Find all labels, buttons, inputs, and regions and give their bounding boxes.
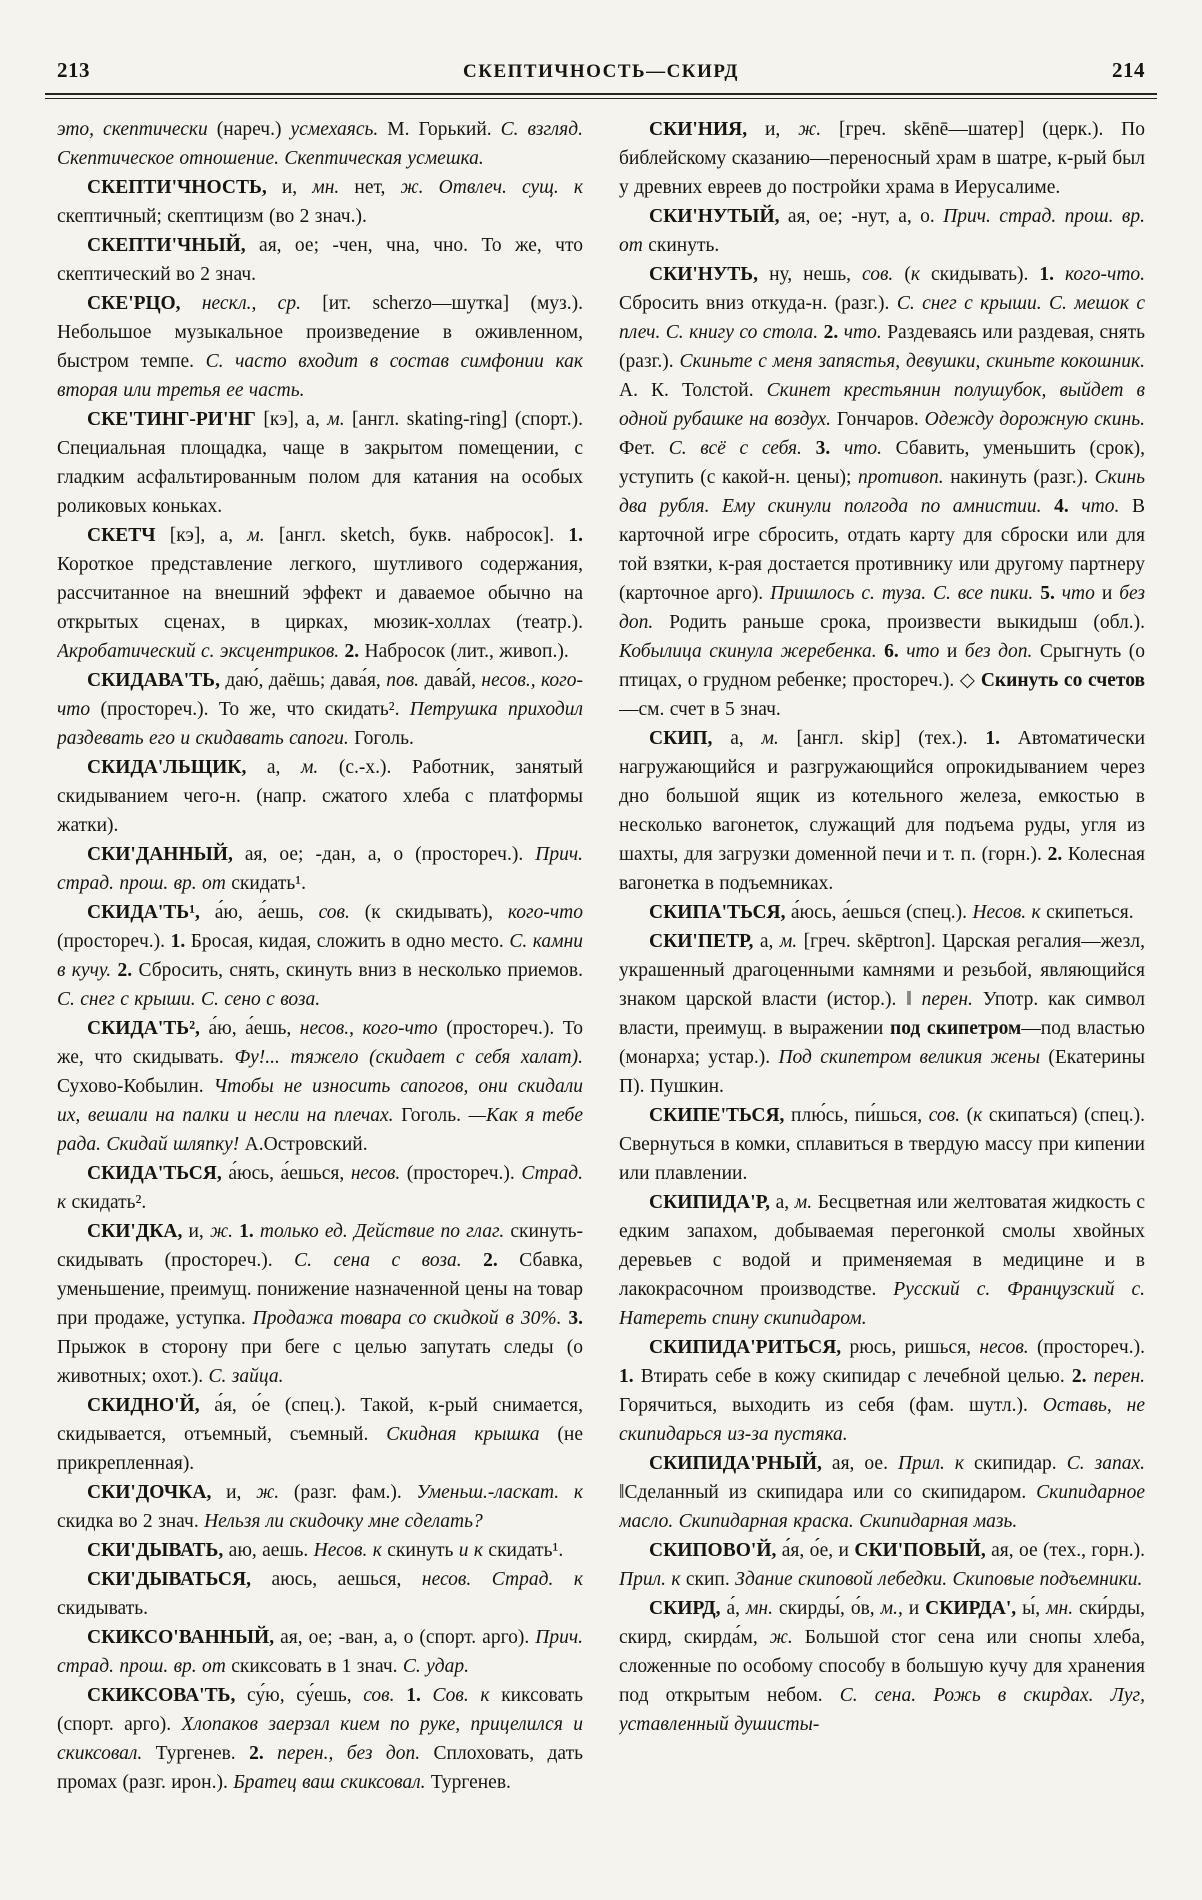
running-head: СКЕПТИЧНОСТЬ—СКИРД	[462, 61, 739, 82]
entry-text: ж.	[798, 119, 839, 140]
entry-text: перен.	[1093, 1366, 1145, 1387]
entry-text: Страд. к	[57, 1163, 583, 1213]
entry-text: С. сена с воза.	[294, 1250, 484, 1271]
entry-text: Петрушка приходил раздевать его и скидавать сапоги.	[57, 699, 583, 749]
entry-text: без доп.	[964, 641, 1040, 662]
entry-text: что	[906, 641, 947, 662]
entry-text: 1.	[985, 728, 1018, 749]
entry-text: пов.	[386, 670, 425, 691]
entry-text: Несов. к	[313, 1540, 388, 1561]
headword: СКИДА'ТЬ²,	[87, 1018, 209, 1039]
entry-text: и	[946, 641, 965, 662]
headword: СКИ'ДКА,	[87, 1221, 189, 1242]
dictionary-entry	[57, 1478, 583, 1536]
entry-text: (просторeч.).	[57, 931, 171, 952]
entry-text: Братец ваш скиксовал.	[233, 1772, 431, 1793]
entry-text: [ит. scherzo—шутка] (муз.). Небольшое музыкальное произведение в оживленном, быстром темпе.	[57, 293, 583, 372]
entry-text: а́я, о́е (спец.). Такой, к-рый снимается, скидывается, отъемный, съемный.	[57, 1395, 583, 1445]
entry-text: м.	[247, 525, 279, 546]
entry-text: м.	[761, 728, 797, 749]
entry-text: и,	[188, 1221, 210, 1242]
entry-text: ая, ое (тех., горн.).	[991, 1540, 1145, 1561]
entry-text: (с.-х.). Работник, занятый скидыванием чего-н. (напр. сжатого хлеба с платформы жатки).	[57, 757, 583, 836]
entry-text: Чтобы не износить сапогов, они скидали их, вешали на палки и несли на плечах.	[57, 1076, 583, 1126]
entry-text: Бесцветная или желтоватая жидкость с едким запахом, добываемая перегонкой смолы хвойных деревьев с водой и применяемая в медицине и в лакокрасочном производстве.	[619, 1192, 1145, 1300]
entry-text: [англ. sketch, букв. набросок].	[278, 525, 569, 546]
dictionary-entry	[57, 1623, 583, 1681]
headword: СКИ'ДЫВАТЬСЯ,	[87, 1569, 272, 1590]
entry-text: Прил. к	[897, 1453, 975, 1474]
dictionary-entry	[57, 173, 583, 231]
entry-text: и,	[281, 177, 313, 198]
entry-text: С. зайца.	[208, 1366, 284, 1387]
headword: СКИП,	[649, 728, 731, 749]
entry-text: скипидар.	[974, 1453, 1067, 1474]
entry-text: Короткое представление легкого, шутливого содержания, рассчитанное на внешний эффект и даваемое обычно на открытых сценах, в цирках, мюзик-холлах (театр.).	[57, 554, 583, 633]
headword: СКИДА'ТЬ¹,	[87, 902, 215, 923]
headword: СКЕ'ТИНГ-РИ'НГ	[87, 409, 264, 430]
entry-text: Скидная крышка	[386, 1424, 558, 1445]
dictionary-entry	[57, 405, 583, 521]
dictionary-entry	[57, 666, 583, 753]
entry-text: плю́сь, пи́шься,	[791, 1105, 929, 1126]
page-number-right: 214	[1112, 58, 1145, 82]
right-column	[619, 115, 1145, 1797]
dictionary-entry	[619, 1594, 1145, 1739]
entry-text: а,	[266, 757, 301, 778]
entry-text: (	[966, 1105, 974, 1126]
entry-text: скинуть-скидывать (просторeч.).	[57, 1221, 583, 1271]
entry-text: несов.	[979, 1337, 1037, 1358]
entry-text: м.	[779, 931, 804, 952]
entry-text: Втирать себе в кожу скипидар с лечебной целью.	[640, 1366, 1072, 1387]
dictionary-entry	[57, 1681, 583, 1797]
entry-text: В карточной игре сбросить, отдать карту для сброски или для той взятки, к-рая достается противнику или другому партнеру (карточное арго).	[619, 496, 1145, 604]
entry-text: Скинуть со счетов	[980, 670, 1145, 691]
entry-text: рюсь, ришься,	[849, 1337, 980, 1358]
entry-text: Набросок (лит., живоп.).	[364, 641, 569, 662]
entry-text: что.	[843, 438, 896, 459]
headword: СКИ'НИЯ,	[649, 119, 765, 140]
entry-text: мн.	[745, 1598, 779, 1619]
entry-text: Прич. страд. прош. вр. от	[57, 844, 583, 894]
entry-text: Сухово-Кобылин.	[57, 1076, 214, 1097]
dictionary-entry	[57, 1536, 583, 1565]
headword: СКИПА'ТЬСЯ,	[649, 902, 791, 923]
entry-text: кого-что	[507, 902, 583, 923]
page-header	[0, 0, 1202, 83]
entry-text: [англ. skip] (тех.).	[796, 728, 986, 749]
entry-text: Раздеваясь или раздевая, снять (разг.).	[619, 322, 1145, 372]
dictionary-entry	[619, 724, 1145, 898]
dictionary-entry	[619, 115, 1145, 202]
entry-text: скирды́, о́в,	[778, 1598, 881, 1619]
entry-text: только ед. Действие по глаг.	[259, 1221, 511, 1242]
entry-text: ая, ое; -дан, а, о (просторeч.).	[244, 844, 536, 865]
entry-text: [греч. skēnē—шатер] (церк.). По библейскому сказанию—переносный храм в шатре, к-рый был у древних евреев до постройки храма в Иерусалиме.	[619, 119, 1145, 198]
entry-text: А.Островский.	[244, 1134, 368, 1155]
entry-text: С. запах.	[1066, 1453, 1145, 1474]
entry-text: Прич. страд. прош. вр. от	[57, 1627, 583, 1677]
entry-text: и,	[226, 1482, 257, 1503]
entry-text: Скипидарное масло. Скипидарная краска. Скипидарная мазь.	[619, 1482, 1145, 1532]
headword: СКИПИДА'РНЫЙ,	[649, 1453, 832, 1474]
headword: СКИ'ДЫВАТЬ,	[87, 1540, 229, 1561]
entry-text: ну, нешь,	[769, 264, 863, 285]
entry-text: 2.	[117, 960, 139, 981]
entry-text: ая, ое.	[831, 1453, 898, 1474]
entry-text: м.,	[880, 1598, 909, 1619]
entry-text: киксовать (спорт. арго).	[57, 1685, 583, 1735]
entry-text: Автоматически нагружающийся и разгружающийся опрокидыванием через дно большой ящик из котельного железа, емкостью в несколько вагонеток, служащий для подъема руды, угля из шахты, для загрузки доменной печи и т. п. (горн.).	[619, 728, 1145, 865]
dictionary-entry	[619, 1101, 1145, 1188]
entry-text: несов. Страд. к	[421, 1569, 583, 1590]
entry-text: к	[973, 1105, 989, 1126]
headword: СКИ'НУТЫЙ,	[649, 206, 788, 227]
entry-text: скидывать.	[57, 1598, 148, 1619]
entry-text: Фет.	[619, 438, 669, 459]
entry-text: Горячиться, выходить из себя (фам. шутл.).	[619, 1395, 1043, 1416]
entry-text: СКИ'ПОВЫЙ,	[854, 1540, 992, 1561]
entry-text: Сбросить, снять, скинуть вниз в несколько приемов.	[138, 960, 583, 981]
entry-text: С. удар.	[402, 1656, 469, 1677]
dictionary-entry	[57, 289, 583, 405]
entry-text: и к	[458, 1540, 489, 1561]
entry-text: скиксовать в 1 знач.	[231, 1656, 403, 1677]
entry-text: сов.	[318, 902, 365, 923]
entry-text: усмехаясь.	[290, 119, 388, 140]
headword: СКЕ'РЦО,	[87, 293, 202, 314]
entry-text: накинуть (разг.).	[950, 467, 1095, 488]
dictionary-entry	[619, 898, 1145, 927]
entry-text: Продажа товара со скидкой в 30%.	[252, 1308, 569, 1329]
entry-text: Большой стог сена или снопы хлеба, сложенные по особому способу в большую кучу для хранения под открытым небом.	[619, 1627, 1145, 1706]
entry-text: 2.	[344, 641, 365, 662]
entry-text: Колесная вагонетка в подъемниках.	[619, 844, 1145, 894]
entry-text: Здание скиповой лебедки. Скиповые подъемники.	[735, 1569, 1143, 1590]
headword: СКИРД,	[649, 1598, 727, 1619]
entry-text: а́ю, а́ешь,	[208, 1018, 300, 1039]
entry-text: [кэ], а,	[169, 525, 248, 546]
headword: СКИКСО'ВАННЫЙ,	[87, 1627, 281, 1648]
entry-text: Сбавить, уменьшить (срок), уступить (с какой-н. цены);	[619, 438, 1145, 488]
entry-text: Нельзя ли скидочку мне сделать?	[204, 1511, 483, 1532]
headword: СКИ'ДОЧКА,	[87, 1482, 227, 1503]
entry-text: (не прикрепленная).	[57, 1424, 583, 1474]
entry-text: (просторeч.).	[406, 1163, 522, 1184]
entry-text: а́я, о́е, и	[781, 1540, 855, 1561]
dictionary-entry	[57, 753, 583, 840]
dictionary-entry	[57, 231, 583, 289]
entry-text: 1.	[170, 931, 191, 952]
entry-text: 1.	[568, 525, 583, 546]
entry-text: (просторeч.).	[1036, 1337, 1145, 1358]
entry-text: что.	[1081, 496, 1132, 517]
entry-text: Одежду дорожную скинь.	[924, 409, 1145, 430]
entry-text: а́юсь, а́ешься,	[228, 1163, 351, 1184]
headword: СКИПЕ'ТЬСЯ,	[649, 1105, 792, 1126]
entry-text: С. взгляд. Скептическое отношение. Скептическая усмешка.	[57, 119, 583, 169]
entry-text: [греч. skēptron]. Царская регалия—жезл, украшенный драгоценными камнями и резьбой, являющийся знаком царской власти (истор.). ‖	[619, 931, 1145, 1010]
headword: СКИПИДА'Р,	[649, 1192, 776, 1213]
entry-text: [кэ], а,	[263, 409, 328, 430]
entry-text: скидать².	[71, 1192, 147, 1213]
headword: СКИКСОВА'ТЬ,	[87, 1685, 248, 1706]
entry-text: м.	[794, 1192, 818, 1213]
entry-text: С. снег с крыши. С. мешок с плеч. С. книгу со стола.	[619, 293, 1145, 343]
entry-text: дава́й,	[424, 670, 482, 691]
dictionary-entry	[57, 840, 583, 898]
entry-text: (просторeч.). То же, что скидывать.	[57, 1018, 583, 1068]
entry-text: без доп.	[619, 583, 1145, 633]
entry-text: 1.	[406, 1685, 433, 1706]
entry-text: Фу!... тяжело (скидает с себя халат).	[234, 1047, 583, 1068]
entry-text: и	[908, 1598, 926, 1619]
dictionary-entry	[57, 898, 583, 1014]
entry-text: аюсь, аешься,	[271, 1569, 422, 1590]
entry-text: несов.	[350, 1163, 407, 1184]
entry-text: скидка во 2 знач.	[57, 1511, 205, 1532]
entry-text: Прич. страд. прош. вр. от	[619, 206, 1145, 256]
entry-text: а,	[730, 728, 762, 749]
entry-text: сов.	[363, 1685, 407, 1706]
entry-text: 3.	[815, 438, 844, 459]
dictionary-entry	[619, 1449, 1145, 1536]
entry-text: 2.	[1047, 844, 1068, 865]
entry-text: Уменьш.-ласкат. к	[416, 1482, 583, 1503]
entry-text: что	[1061, 583, 1102, 604]
entry-text: —Как я тебе рада. Скидай шляпку!	[57, 1105, 583, 1155]
entry-text: Гоголь.	[354, 728, 414, 749]
entry-text: Хлопаков заерзал кием по руке, прицелился и скиксовал.	[57, 1714, 583, 1764]
entry-text: скидать¹.	[488, 1540, 564, 1561]
entry-text: СКИРДА',	[925, 1598, 1023, 1619]
headword: СКИ'ПЕТР,	[649, 931, 760, 952]
entry-text: 6.	[884, 641, 907, 662]
entry-text: (Екатерины П). Пушкин.	[619, 1047, 1145, 1097]
headword: СКИПОВО'Й,	[649, 1540, 782, 1561]
entry-text: С. камни в кучу.	[57, 931, 583, 981]
entry-text: нет,	[354, 177, 401, 198]
entry-text: ски́рды, скирд, скирда́м,	[619, 1598, 1145, 1648]
entry-text: противоп.	[857, 467, 951, 488]
entry-text: Прыжок в сторону при беге с целью запутать следы (о животных; охот.).	[57, 1337, 583, 1387]
headword: СКИПИДА'РИТЬСЯ,	[649, 1337, 850, 1358]
entry-text: под скипетром	[889, 1018, 1022, 1039]
entry-text: —под властью (монарха; устар.).	[619, 1018, 1145, 1068]
entry-text: Сбросить вниз откуда-н. (разг.).	[619, 293, 897, 314]
entry-text: 2.	[483, 1250, 520, 1271]
headword: СКИ'НУТЬ,	[649, 264, 770, 285]
entry-text: 2.	[249, 1743, 278, 1764]
entry-text: Тургенев.	[155, 1743, 250, 1764]
entry-text: скептичный; скептицизм (во 2 знач.).	[57, 206, 367, 227]
entry-text: ж.	[769, 1627, 805, 1648]
entry-text: Бросая, кидая, сложить в одно место.	[190, 931, 510, 952]
headword: СКИ'ДАННЫЙ,	[87, 844, 245, 865]
entry-text: сов.	[928, 1105, 967, 1126]
dictionary-entry	[57, 1391, 583, 1478]
entry-text: что.	[843, 322, 888, 343]
headword: СКЕТЧ	[87, 525, 170, 546]
entry-text: а́ю, а́ешь,	[214, 902, 319, 923]
entry-text: Оставь, не скипидарься из-за пустяка.	[619, 1395, 1145, 1445]
entry-text: 4.	[1054, 496, 1082, 517]
headword: СКЕПТИ'ЧНЫЙ,	[87, 235, 260, 256]
page-number-left: 213	[57, 58, 90, 82]
dictionary-entry	[57, 1217, 583, 1391]
entry-text: а,	[759, 931, 780, 952]
headword: СКИДА'ТЬСЯ,	[87, 1163, 229, 1184]
entry-text: Пришлось с. туза. С. все пики.	[770, 583, 1041, 604]
entry-text: Прил. к	[619, 1569, 686, 1590]
entry-text: перен., без доп.	[277, 1743, 434, 1764]
entry-text: Под скипетром великия жены	[778, 1047, 1049, 1068]
dictionary-entry	[619, 927, 1145, 1101]
entry-text: Сплоховать, дать промах (разг. ирон.).	[57, 1743, 583, 1793]
entry-text: а́юсь, а́ешься (спец.).	[790, 902, 973, 923]
entry-text: Несов. к	[972, 902, 1047, 923]
dictionary-entry	[57, 1014, 583, 1159]
dictionary-entry	[619, 260, 1145, 724]
entry-text: несов., кого-что	[299, 1018, 447, 1039]
entry-text: м.	[300, 757, 339, 778]
entry-text: С. снег с крыши. С. сено с воза.	[57, 989, 321, 1010]
entry-text: 1.	[239, 1221, 260, 1242]
entry-text: ая, ое; -ван, а, о (спорт. арго).	[280, 1627, 536, 1648]
dictionary-entry	[619, 202, 1145, 260]
entry-text: ‖Сделанный из скипидара или со скипидаром.	[619, 1482, 1037, 1503]
dictionary-entry	[57, 1565, 583, 1623]
entry-text: и,	[764, 119, 799, 140]
entry-text: ая, ое; -нут, а, о.	[787, 206, 944, 227]
entry-text: А. К. Толстой.	[619, 380, 767, 401]
text-columns	[0, 99, 1202, 1797]
entry-text: скип.	[685, 1569, 736, 1590]
entry-text: С. сена. Рожь в скирдах. Луг, уставленный душисты-	[619, 1685, 1145, 1735]
dictionary-entry	[57, 1159, 583, 1217]
entry-text: (	[904, 264, 911, 285]
left-column	[57, 115, 583, 1797]
entry-text: перен.	[921, 989, 983, 1010]
entry-text: М. Горький.	[387, 119, 501, 140]
entry-text: Сбавка, уменьшение, преимущ. понижение назначенной цены на товар при продаже, уступка.	[57, 1250, 583, 1329]
entry-text: [англ. skating-ring] (спорт.). Специальная площадка, чаще в закрытом помещении, с гладким асфальтированным полом для катания на особых роликовых коньках.	[57, 409, 583, 517]
entry-text: —см. счет в 5 знач.	[619, 699, 781, 720]
entry-text: а́,	[726, 1598, 746, 1619]
continuation-paragraph	[57, 115, 583, 173]
entry-text: ж.	[256, 1482, 294, 1503]
entry-text: ы́,	[1022, 1598, 1047, 1619]
entry-text: Кобылица скинула жеребенка.	[619, 641, 885, 662]
entry-text: Скинь два рубля. Ему скинули полгода по амнистии.	[619, 467, 1145, 517]
entry-text: Употр. как символ власти, преимущ. в выражении	[619, 989, 1145, 1039]
entry-text: скидать¹.	[231, 873, 307, 894]
entry-text: С. всё с себя.	[668, 438, 816, 459]
entry-text: аю, аешь.	[228, 1540, 314, 1561]
entry-text: Родить раньше срока, произвести выкидыш (обл.).	[669, 612, 1145, 633]
dictionary-entry	[619, 1188, 1145, 1333]
entry-text: Русский с. Французский с. Натереть спину скипидаром.	[619, 1279, 1145, 1329]
headword: СКИДНО'Й,	[87, 1395, 215, 1416]
entry-text: 2.	[823, 322, 844, 343]
dictionary-entry	[57, 521, 583, 666]
entry-text: (просторeч.). То же, что скидать².	[100, 699, 410, 720]
entry-text: Скинет крестьянин полушубок, выйдет в одной рубашке на воздух.	[619, 380, 1145, 430]
entry-text: Акробатический с. эксцентриков.	[57, 641, 345, 662]
entry-text: (нареч.)	[216, 119, 291, 140]
dictionary-entry	[619, 1536, 1145, 1594]
headword: СКИДАВА'ТЬ,	[87, 670, 226, 691]
entry-text: Сов. к	[432, 1685, 502, 1706]
entry-text: ж. Отвлеч. сущ. к	[400, 177, 583, 198]
entry-text: это, скептически	[57, 119, 217, 140]
entry-text: Скиньте с меня запястья, девушки, скиньте кокошник.	[679, 351, 1145, 372]
entry-text: Гончаров.	[836, 409, 925, 430]
entry-text: (к скидывать),	[364, 902, 508, 923]
entry-text: ж.	[209, 1221, 240, 1242]
entry-text: мн.	[1046, 1598, 1080, 1619]
entry-text: к	[910, 264, 931, 285]
entry-text: скипеться.	[1046, 902, 1134, 923]
entry-text: Тургенев.	[430, 1772, 511, 1793]
dictionary-entry	[619, 1333, 1145, 1449]
entry-text: кого-что.	[1065, 264, 1145, 285]
entry-text: (разг. фам.).	[293, 1482, 417, 1503]
entry-text: С. часто входит в состав симфонии как вторая или третья ее часть.	[57, 351, 583, 401]
entry-text: Срыгнуть (о птицах, о грудном ребенке; просторeч.). ◇	[619, 641, 1145, 691]
entry-text: 3.	[568, 1308, 583, 1329]
entry-text: и	[1101, 583, 1120, 604]
entry-text: м.	[327, 409, 353, 430]
headword: СКИДА'ЛЬЩИК,	[87, 757, 267, 778]
entry-text: сов.	[862, 264, 905, 285]
entry-text: мн.	[312, 177, 355, 198]
entry-text: несов., кого-что	[57, 670, 583, 720]
entry-text: скипаться) (спец.). Свернуться в комки, сплавиться в твердую массу при кипении или плавлении.	[619, 1105, 1145, 1184]
entry-text: нескл., ср.	[201, 293, 323, 314]
entry-text: ая, ое; -чен, чна, чно. То же, что скептический во 2 знач.	[57, 235, 583, 285]
entry-text: скидывать).	[930, 264, 1040, 285]
entry-text: 1.	[1039, 264, 1066, 285]
entry-text: а,	[775, 1192, 795, 1213]
entry-text: даю́, даёшь; дава́я,	[225, 670, 387, 691]
entry-text: 1.	[619, 1366, 641, 1387]
entry-text: скинуть.	[648, 235, 720, 256]
entry-text: скинуть	[387, 1540, 459, 1561]
entry-text: су́ю, су́ешь,	[247, 1685, 364, 1706]
entry-text: Гоголь.	[401, 1105, 469, 1126]
entry-text: 2.	[1071, 1366, 1094, 1387]
entry-text: 5.	[1040, 583, 1062, 604]
headword: СКЕПТИ'ЧНОСТЬ,	[87, 177, 282, 198]
